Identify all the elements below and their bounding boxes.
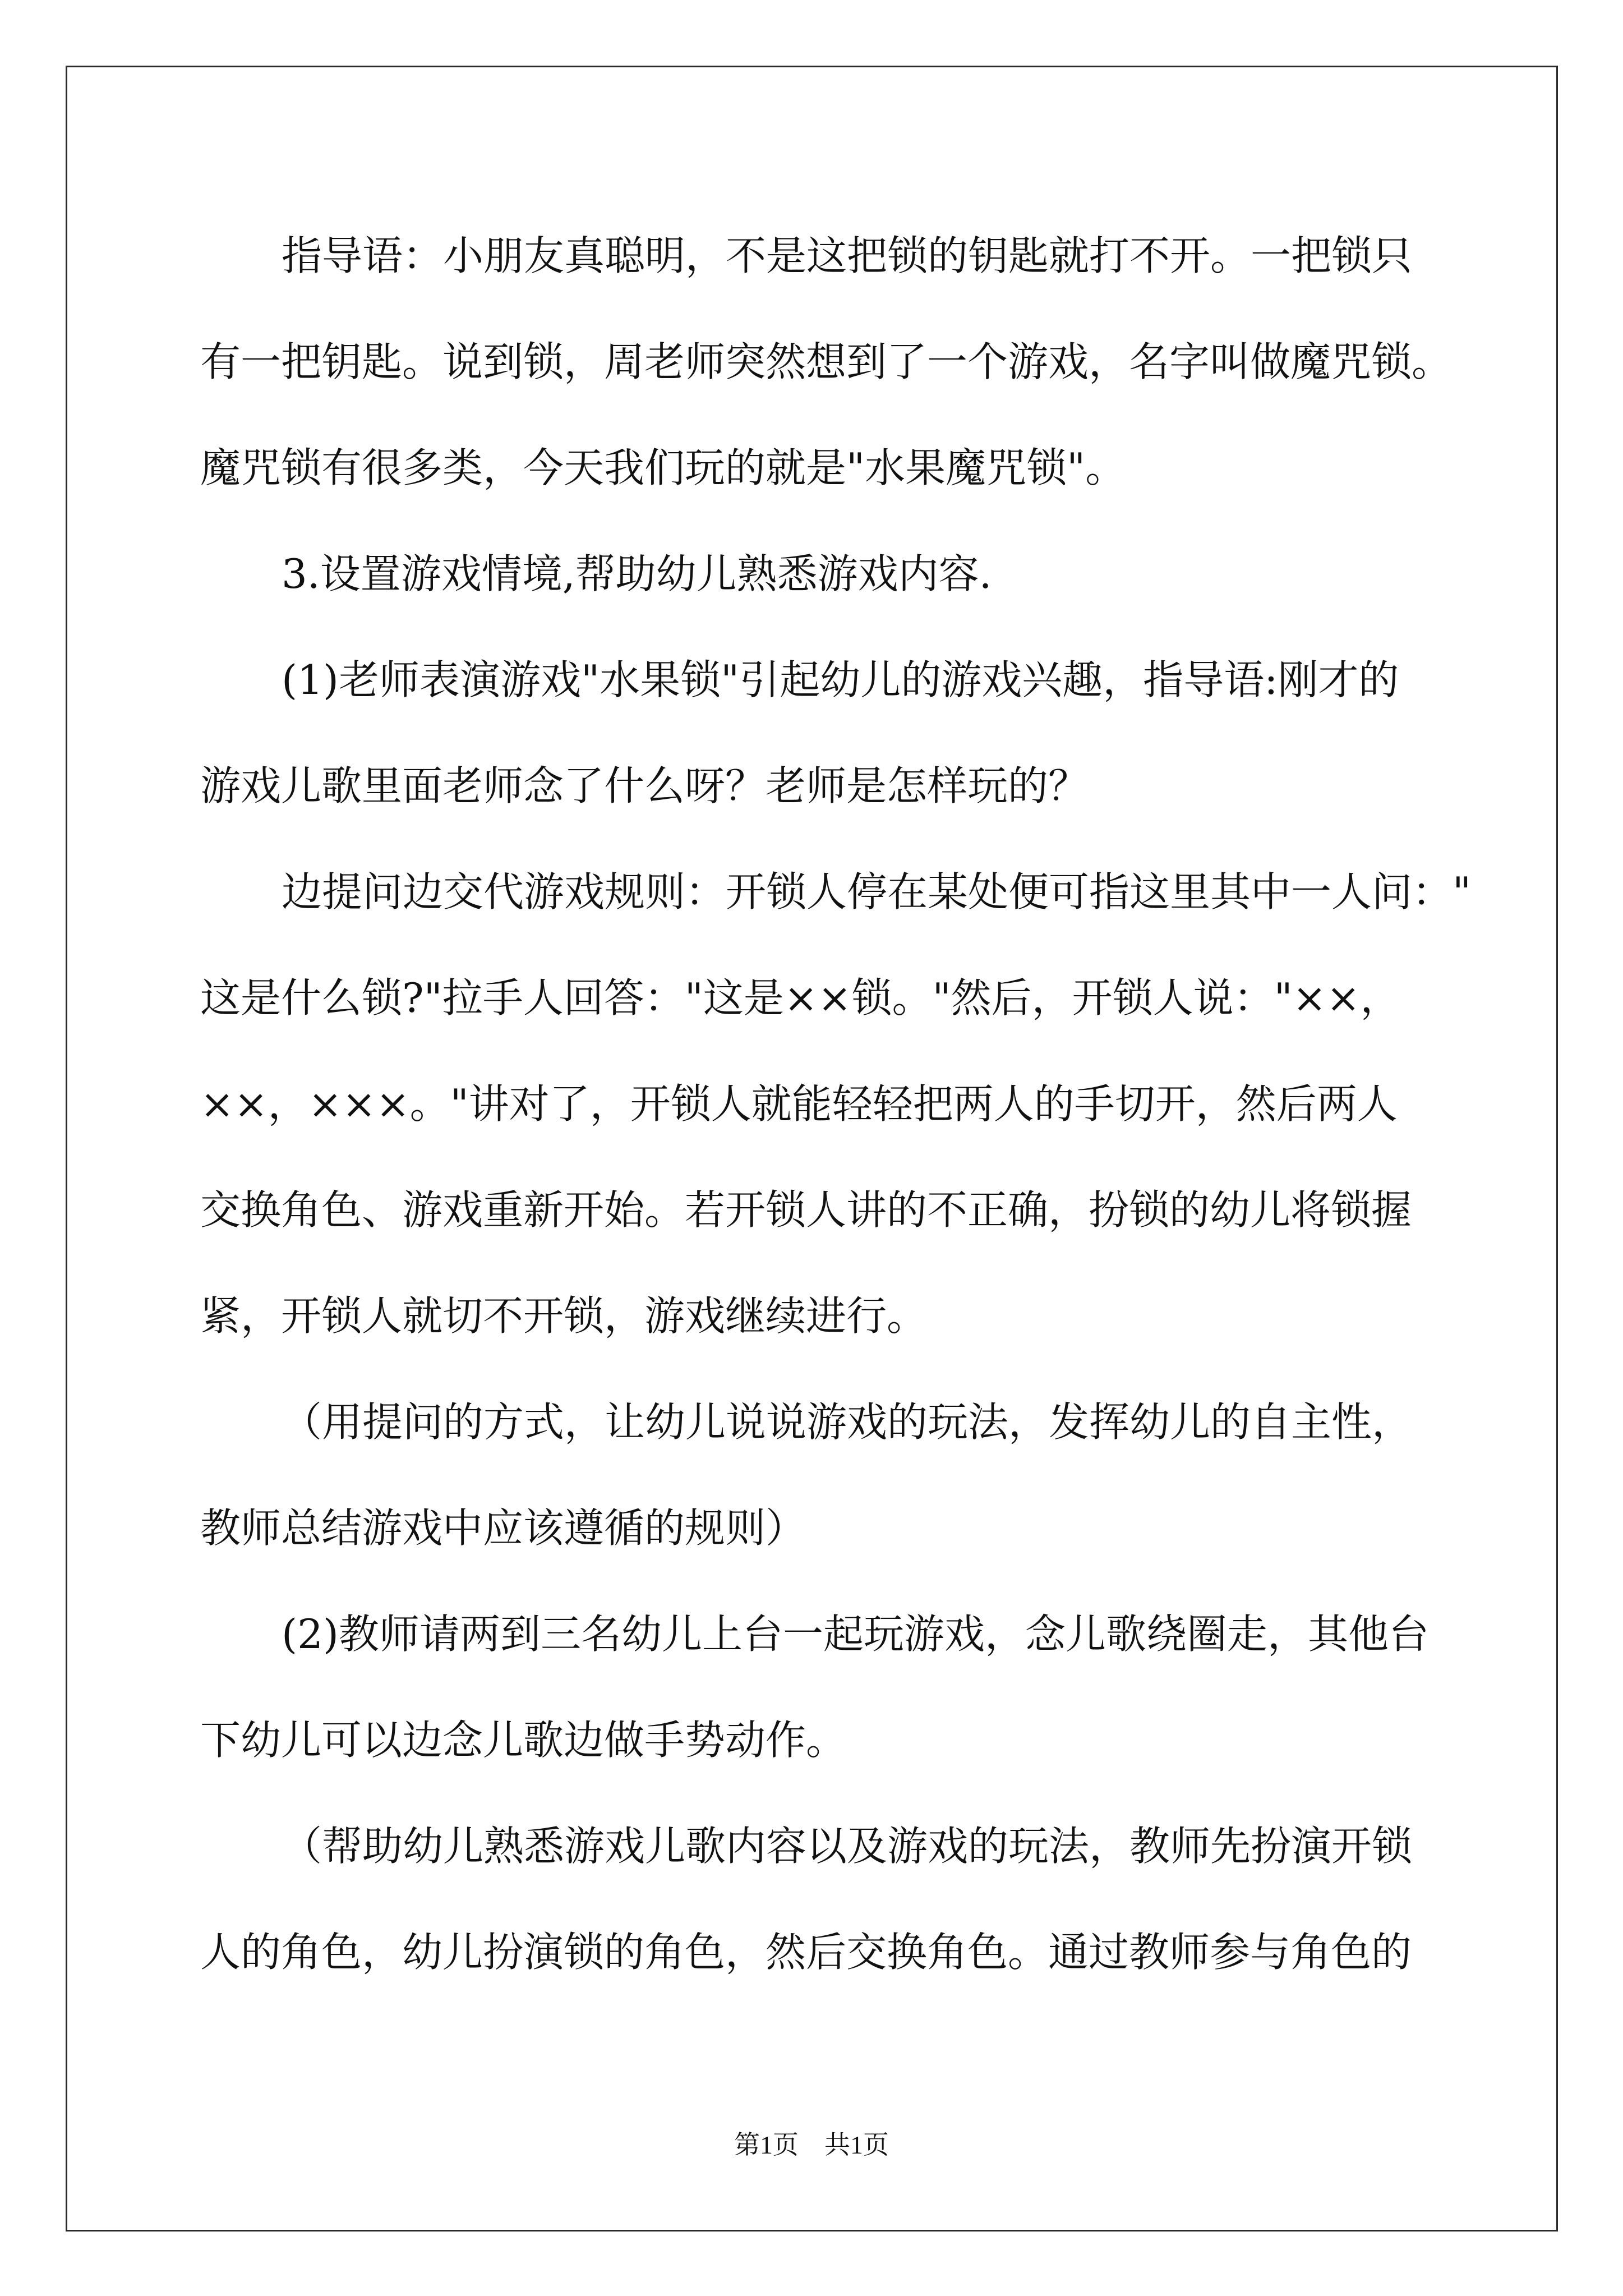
paragraph — [200, 521, 1535, 627]
text-line: 交换角色、游戏重新开始。若开锁人讲的不正确，扮锁的幼儿将锁握 — [200, 1186, 1412, 1234]
text-line: 教师总结游戏中应该遵循的规则） — [200, 1504, 806, 1552]
text-line: 紧，开锁人就切不开锁，游戏继续进行。 — [200, 1292, 928, 1340]
paragraph — [200, 203, 1535, 521]
text-line: （帮助幼儿熟悉游戏儿歌内容以及游戏的玩法，教师先扮演开锁 — [282, 1823, 1413, 1870]
text-line: 这是什么锁?"拉手人回答："这是××锁。"然后，开锁人说："××， — [200, 974, 1401, 1022]
page-footer: 第1页 共1页 — [734, 2131, 889, 2159]
paragraph — [200, 1369, 1535, 1581]
paragraph — [200, 1793, 1535, 2005]
text-line: 游戏儿歌里面老师念了什么呀？老师是怎样玩的？ — [200, 762, 1089, 809]
text-line: (1)老师表演游戏"水果锁"引起幼儿的游戏兴趣，指导语:刚才的 — [282, 656, 1399, 703]
text-line: 下幼儿可以边念儿歌边做手势动作。 — [200, 1717, 847, 1764]
text-line: （用提问的方式，让幼儿说说游戏的玩法，发挥幼儿的自主性， — [282, 1398, 1413, 1446]
text-line: 边提问边交代游戏规则：开锁人停在某处便可指这里其中一人问：" — [282, 868, 1472, 915]
paragraph — [200, 1581, 1535, 1793]
text-line: ××，×××。"讲对了，开锁人就能轻轻把两人的手切开，然后两人 — [200, 1080, 1398, 1128]
text-line: (2)教师请两到三名幼儿上台一起玩游戏，念儿歌绕圈走，其他台 — [282, 1611, 1429, 1658]
text-line: 有一把钥匙。说到锁，周老师突然想到了一个游戏，名字叫做魔咒锁。 — [200, 338, 1453, 385]
document-body — [200, 203, 1535, 2005]
text-line: 3.设置游戏情境,帮助幼儿熟悉游戏内容. — [282, 550, 992, 597]
text-line: 指导语：小朋友真聪明，不是这把锁的钥匙就打不开。一把锁只 — [282, 232, 1413, 279]
paragraph — [200, 627, 1535, 839]
text-line: 人的角色，幼儿扮演锁的角色，然后交换角色。通过教师参与角色的 — [200, 1929, 1412, 1976]
text-line: 魔咒锁有很多类，今天我们玩的就是"水果魔咒锁"。 — [200, 444, 1126, 491]
paragraph — [200, 839, 1535, 1369]
